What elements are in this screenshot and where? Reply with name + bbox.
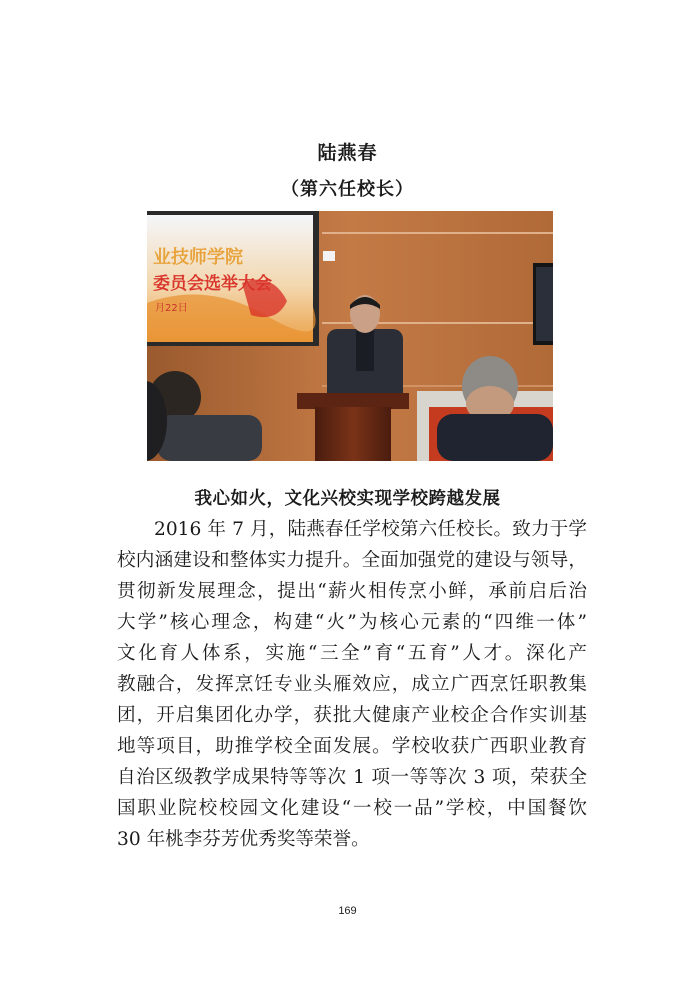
- body-line: 30 年桃李芬芳优秀奖等荣誉。: [117, 829, 370, 850]
- article-heading: 我心如火，文化兴校实现学校跨越发展: [194, 489, 501, 509]
- body-line: 团，开启集团化办学，获批大健康产业校企合作实训基: [117, 705, 587, 726]
- page-number: 169: [338, 905, 357, 917]
- body-line: 国职业院校校园文化建设“一校一品”学校，中国餐饮: [117, 798, 587, 819]
- body-line: 文化育人体系，实施“三全”育“五育”人才。深化产: [117, 643, 587, 664]
- body-line: 校内涵建设和整体实力提升。全面加强党的建设与领导，: [117, 550, 587, 571]
- body-line: 贯彻新发展理念，提出“薪火相传烹小鲜，承前启后治: [117, 581, 587, 602]
- person-role: （第六任校长）: [281, 179, 414, 200]
- person-name: 陆燕春: [317, 142, 378, 164]
- article-body: [117, 514, 587, 855]
- body-line: 2016 年 7 月，陆燕春任学校第六任校长。致力于学: [154, 519, 587, 540]
- body-line: 自治区级教学成果特等等次 1 项一等等次 3 项，荣获全: [117, 767, 587, 788]
- body-line: 大学”核心理念，构建“火”为核心元素的“四维一体”: [117, 612, 587, 633]
- slide-line3: 月22日: [155, 303, 188, 314]
- body-line: 地等项目，助推学校全面发展。学校收获广西职业教育: [117, 736, 587, 757]
- body-line: 教融合，发挥烹饪专业头雁效应，成立广西烹饪职教集: [117, 674, 587, 695]
- speech-photo: [147, 211, 553, 461]
- slide-line2: 委员会选举大会: [153, 274, 272, 294]
- slide-line1: 业技师学院: [153, 247, 243, 268]
